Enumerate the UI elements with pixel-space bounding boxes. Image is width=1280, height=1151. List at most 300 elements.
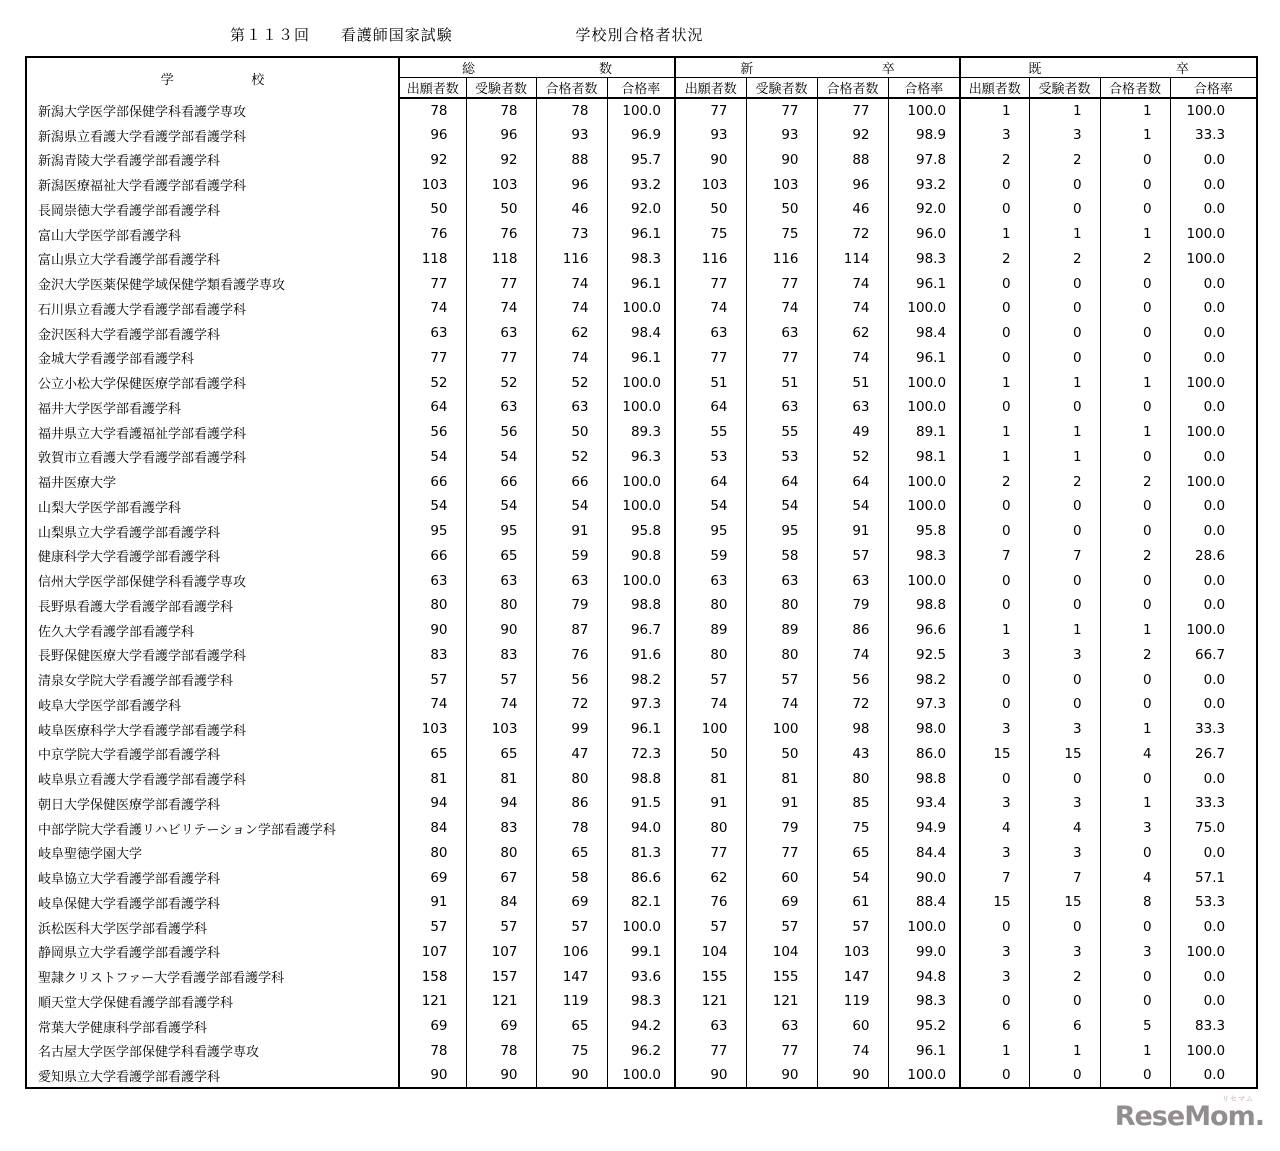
kisotsu-pass-rate-cell: 0.0 xyxy=(1170,148,1257,173)
new_grad-passers-cell: 79 xyxy=(817,593,888,618)
kisotsu-pass-rate-cell: 57.1 xyxy=(1170,865,1257,890)
total-pass-rate-cell: 96.1 xyxy=(607,346,675,371)
table-row xyxy=(26,643,1257,668)
total-pass-rate-cell: 90.8 xyxy=(607,544,675,569)
school-name-cell: 岐阜聖徳学園大学 xyxy=(38,846,143,862)
header-group-char: 既 xyxy=(1028,61,1042,76)
new_grad-examinees-cell: 77 xyxy=(746,1039,817,1064)
kisotsu-applicants-cell: 0 xyxy=(960,395,1029,420)
page-title xyxy=(230,24,704,45)
total-pass-rate-cell: 81.3 xyxy=(607,841,675,866)
total-pass-rate-cell: 96.1 xyxy=(607,222,675,247)
total-applicants-cell: 69 xyxy=(399,1014,466,1039)
new_grad-pass-rate-cell: 84.4 xyxy=(888,841,960,866)
new_grad-pass-rate-cell: 86.0 xyxy=(888,742,960,767)
header-sub-受験者数: 受験者数 xyxy=(466,78,536,99)
school-name-cell: 新潟大学医学部保健学科看護学専攻 xyxy=(38,103,247,119)
total-examinees-cell: 90 xyxy=(466,618,536,643)
total-applicants-cell: 90 xyxy=(399,1063,466,1088)
total-pass-rate-cell: 100.0 xyxy=(607,98,675,123)
new_grad-applicants-cell: 59 xyxy=(675,544,746,569)
new_grad-applicants-cell: 76 xyxy=(675,890,746,915)
total-passers-cell: 90 xyxy=(536,1063,607,1088)
school-name-cell: 石川県立看護大学看護学部看護学科 xyxy=(38,301,247,317)
kisotsu-examinees-cell: 0 xyxy=(1029,172,1100,197)
total-passers-cell: 72 xyxy=(536,692,607,717)
total-examinees-cell: 81 xyxy=(466,766,536,791)
kisotsu-examinees-cell: 15 xyxy=(1029,742,1100,767)
total-pass-rate-cell: 96.2 xyxy=(607,1039,675,1064)
kisotsu-pass-rate-cell: 0.0 xyxy=(1170,445,1257,470)
total-pass-rate-cell: 98.8 xyxy=(607,593,675,618)
kisotsu-applicants-cell: 6 xyxy=(960,1014,1029,1039)
new_grad-passers-cell: 57 xyxy=(817,915,888,940)
new_grad-examinees-cell: 103 xyxy=(746,172,817,197)
total-passers-cell: 79 xyxy=(536,593,607,618)
kisotsu-passers-cell: 2 xyxy=(1100,544,1170,569)
total-applicants-cell: 63 xyxy=(399,568,466,593)
kisotsu-passers-cell: 0 xyxy=(1100,271,1170,296)
table-row xyxy=(26,346,1257,371)
new_grad-applicants-cell: 116 xyxy=(675,247,746,272)
new_grad-passers-cell: 62 xyxy=(817,321,888,346)
new_grad-examinees-cell: 77 xyxy=(746,346,817,371)
table-row xyxy=(26,544,1257,569)
total-passers-cell: 106 xyxy=(536,940,607,965)
new_grad-passers-cell: 74 xyxy=(817,271,888,296)
total-pass-rate-cell: 98.2 xyxy=(607,667,675,692)
total-examinees-cell: 52 xyxy=(466,370,536,395)
table-row xyxy=(26,841,1257,866)
kisotsu-examinees-cell: 3 xyxy=(1029,841,1100,866)
new_grad-pass-rate-cell: 100.0 xyxy=(888,494,960,519)
kisotsu-pass-rate-cell: 100.0 xyxy=(1170,222,1257,247)
new_grad-examinees-cell: 63 xyxy=(746,395,817,420)
total-pass-rate-cell: 95.7 xyxy=(607,148,675,173)
new_grad-examinees-cell: 63 xyxy=(746,568,817,593)
new_grad-applicants-cell: 80 xyxy=(675,643,746,668)
table-row xyxy=(26,296,1257,321)
total-pass-rate-cell: 97.3 xyxy=(607,692,675,717)
total-passers-cell: 99 xyxy=(536,717,607,742)
kisotsu-examinees-cell: 0 xyxy=(1029,395,1100,420)
kisotsu-applicants-cell: 0 xyxy=(960,494,1029,519)
total-applicants-cell: 63 xyxy=(399,321,466,346)
kisotsu-passers-cell: 0 xyxy=(1100,1063,1170,1088)
new_grad-applicants-cell: 64 xyxy=(675,469,746,494)
kisotsu-pass-rate-cell: 83.3 xyxy=(1170,1014,1257,1039)
kisotsu-passers-cell: 3 xyxy=(1100,940,1170,965)
title-exam-name: 看護師国家試験 xyxy=(340,28,453,44)
header-group-新卒 xyxy=(675,57,960,78)
kisotsu-applicants-cell: 3 xyxy=(960,940,1029,965)
total-pass-rate-cell: 96.3 xyxy=(607,445,675,470)
new_grad-passers-cell: 92 xyxy=(817,123,888,148)
kisotsu-examinees-cell: 1 xyxy=(1029,618,1100,643)
new_grad-pass-rate-cell: 92.5 xyxy=(888,643,960,668)
school-name-cell: 清泉女学院大学看護学部看護学科 xyxy=(38,673,234,689)
total-pass-rate-cell: 100.0 xyxy=(607,395,675,420)
kisotsu-passers-cell: 0 xyxy=(1100,964,1170,989)
total-examinees-cell: 77 xyxy=(466,271,536,296)
school-name-cell: 富山県立大学看護学部看護学科 xyxy=(38,252,221,268)
total-examinees-cell: 63 xyxy=(466,395,536,420)
total-examinees-cell: 56 xyxy=(466,420,536,445)
total-pass-rate-cell: 92.0 xyxy=(607,197,675,222)
total-passers-cell: 87 xyxy=(536,618,607,643)
table-row xyxy=(26,420,1257,445)
new_grad-examinees-cell: 89 xyxy=(746,618,817,643)
new_grad-applicants-cell: 62 xyxy=(675,865,746,890)
total-pass-rate-cell: 96.7 xyxy=(607,618,675,643)
total-passers-cell: 76 xyxy=(536,643,607,668)
new_grad-applicants-cell: 53 xyxy=(675,445,746,470)
kisotsu-examinees-cell: 7 xyxy=(1029,544,1100,569)
total-applicants-cell: 103 xyxy=(399,717,466,742)
total-applicants-cell: 69 xyxy=(399,865,466,890)
total-passers-cell: 66 xyxy=(536,469,607,494)
kisotsu-applicants-cell: 3 xyxy=(960,964,1029,989)
header-group-char: 総 xyxy=(462,61,476,76)
new_grad-examinees-cell: 58 xyxy=(746,544,817,569)
kisotsu-applicants-cell: 1 xyxy=(960,420,1029,445)
kisotsu-applicants-cell: 0 xyxy=(960,197,1029,222)
header-group-char: 新 xyxy=(740,61,754,76)
total-passers-cell: 58 xyxy=(536,865,607,890)
kisotsu-examinees-cell: 0 xyxy=(1029,346,1100,371)
new_grad-applicants-cell: 91 xyxy=(675,791,746,816)
kisotsu-examinees-cell: 1 xyxy=(1029,98,1100,123)
table-row xyxy=(26,618,1257,643)
new_grad-passers-cell: 85 xyxy=(817,791,888,816)
kisotsu-passers-cell: 0 xyxy=(1100,915,1170,940)
total-applicants-cell: 103 xyxy=(399,172,466,197)
new_grad-passers-cell: 77 xyxy=(817,98,888,123)
new_grad-pass-rate-cell: 97.8 xyxy=(888,148,960,173)
total-applicants-cell: 66 xyxy=(399,544,466,569)
school-name-cell: 山梨大学医学部看護学科 xyxy=(38,499,182,515)
total-applicants-cell: 65 xyxy=(399,742,466,767)
new_grad-passers-cell: 64 xyxy=(817,469,888,494)
kisotsu-applicants-cell: 1 xyxy=(960,370,1029,395)
total-applicants-cell: 54 xyxy=(399,445,466,470)
kisotsu-applicants-cell: 3 xyxy=(960,643,1029,668)
table-row xyxy=(26,890,1257,915)
new_grad-applicants-cell: 121 xyxy=(675,989,746,1014)
kisotsu-applicants-cell: 0 xyxy=(960,989,1029,1014)
table-row xyxy=(26,1063,1257,1088)
total-applicants-cell: 95 xyxy=(399,519,466,544)
new_grad-passers-cell: 147 xyxy=(817,964,888,989)
kisotsu-examinees-cell: 1 xyxy=(1029,420,1100,445)
new_grad-applicants-cell: 57 xyxy=(675,667,746,692)
title-exam-round: 第１１３回 xyxy=(230,28,311,44)
new_grad-passers-cell: 72 xyxy=(817,222,888,247)
header-sub-合格者数: 合格者数 xyxy=(817,78,888,99)
new_grad-passers-cell: 74 xyxy=(817,643,888,668)
header-group-row xyxy=(26,57,1257,78)
total-pass-rate-cell: 95.8 xyxy=(607,519,675,544)
kisotsu-applicants-cell: 0 xyxy=(960,271,1029,296)
kisotsu-applicants-cell: 0 xyxy=(960,346,1029,371)
new_grad-examinees-cell: 75 xyxy=(746,222,817,247)
kisotsu-passers-cell: 0 xyxy=(1100,841,1170,866)
total-applicants-cell: 57 xyxy=(399,915,466,940)
kisotsu-applicants-cell: 15 xyxy=(960,890,1029,915)
school-name-cell: 福井大学医学部看護学科 xyxy=(38,400,182,416)
new_grad-pass-rate-cell: 98.0 xyxy=(888,717,960,742)
header-group-char: 数 xyxy=(599,61,613,76)
kisotsu-applicants-cell: 0 xyxy=(960,1063,1029,1088)
new_grad-pass-rate-cell: 100.0 xyxy=(888,568,960,593)
header-sub-合格者数: 合格者数 xyxy=(536,78,607,99)
new_grad-examinees-cell: 51 xyxy=(746,370,817,395)
kisotsu-pass-rate-cell: 100.0 xyxy=(1170,1039,1257,1064)
kisotsu-applicants-cell: 3 xyxy=(960,791,1029,816)
new_grad-passers-cell: 49 xyxy=(817,420,888,445)
kisotsu-applicants-cell: 0 xyxy=(960,321,1029,346)
kisotsu-passers-cell: 8 xyxy=(1100,890,1170,915)
new_grad-pass-rate-cell: 90.0 xyxy=(888,865,960,890)
table-row xyxy=(26,791,1257,816)
kisotsu-passers-cell: 0 xyxy=(1100,667,1170,692)
school-name-cell: 長岡崇徳大学看護学部看護学科 xyxy=(38,202,221,218)
kisotsu-pass-rate-cell: 33.3 xyxy=(1170,791,1257,816)
new_grad-pass-rate-cell: 100.0 xyxy=(888,915,960,940)
kisotsu-pass-rate-cell: 0.0 xyxy=(1170,667,1257,692)
total-examinees-cell: 103 xyxy=(466,172,536,197)
new_grad-passers-cell: 114 xyxy=(817,247,888,272)
total-passers-cell: 116 xyxy=(536,247,607,272)
kisotsu-pass-rate-cell: 0.0 xyxy=(1170,692,1257,717)
total-examinees-cell: 63 xyxy=(466,568,536,593)
table-row xyxy=(26,964,1257,989)
new_grad-examinees-cell: 80 xyxy=(746,593,817,618)
total-passers-cell: 74 xyxy=(536,296,607,321)
kisotsu-examinees-cell: 0 xyxy=(1029,667,1100,692)
kisotsu-examinees-cell: 0 xyxy=(1029,766,1100,791)
total-pass-rate-cell: 82.1 xyxy=(607,890,675,915)
table-head xyxy=(26,57,1257,98)
kisotsu-applicants-cell: 1 xyxy=(960,618,1029,643)
kisotsu-pass-rate-cell: 100.0 xyxy=(1170,370,1257,395)
new_grad-pass-rate-cell: 100.0 xyxy=(888,370,960,395)
kisotsu-pass-rate-cell: 100.0 xyxy=(1170,940,1257,965)
kisotsu-examinees-cell: 1 xyxy=(1029,370,1100,395)
new_grad-applicants-cell: 77 xyxy=(675,1039,746,1064)
new_grad-applicants-cell: 50 xyxy=(675,742,746,767)
new_grad-pass-rate-cell: 98.3 xyxy=(888,989,960,1014)
new_grad-examinees-cell: 55 xyxy=(746,420,817,445)
new_grad-applicants-cell: 95 xyxy=(675,519,746,544)
total-applicants-cell: 77 xyxy=(399,346,466,371)
kisotsu-passers-cell: 1 xyxy=(1100,98,1170,123)
kisotsu-pass-rate-cell: 0.0 xyxy=(1170,915,1257,940)
total-applicants-cell: 54 xyxy=(399,494,466,519)
new_grad-examinees-cell: 155 xyxy=(746,964,817,989)
kisotsu-examinees-cell: 3 xyxy=(1029,791,1100,816)
kisotsu-passers-cell: 2 xyxy=(1100,247,1170,272)
total-examinees-cell: 74 xyxy=(466,296,536,321)
total-applicants-cell: 80 xyxy=(399,841,466,866)
new_grad-pass-rate-cell: 100.0 xyxy=(888,395,960,420)
kisotsu-pass-rate-cell: 0.0 xyxy=(1170,593,1257,618)
table-row xyxy=(26,816,1257,841)
new_grad-examinees-cell: 95 xyxy=(746,519,817,544)
table-row xyxy=(26,692,1257,717)
total-examinees-cell: 83 xyxy=(466,643,536,668)
new_grad-examinees-cell: 104 xyxy=(746,940,817,965)
results-table xyxy=(25,56,1258,1089)
total-applicants-cell: 50 xyxy=(399,197,466,222)
new_grad-passers-cell: 74 xyxy=(817,296,888,321)
kisotsu-passers-cell: 1 xyxy=(1100,222,1170,247)
new_grad-passers-cell: 86 xyxy=(817,618,888,643)
new_grad-applicants-cell: 50 xyxy=(675,197,746,222)
total-applicants-cell: 57 xyxy=(399,667,466,692)
new_grad-applicants-cell: 75 xyxy=(675,222,746,247)
total-passers-cell: 78 xyxy=(536,816,607,841)
new_grad-applicants-cell: 93 xyxy=(675,123,746,148)
school-name-cell: 岐阜医療科学大学看護学部看護学科 xyxy=(38,722,247,738)
total-examinees-cell: 96 xyxy=(466,123,536,148)
kisotsu-applicants-cell: 1 xyxy=(960,1039,1029,1064)
new_grad-passers-cell: 54 xyxy=(817,494,888,519)
kisotsu-pass-rate-cell: 0.0 xyxy=(1170,568,1257,593)
total-passers-cell: 93 xyxy=(536,123,607,148)
new_grad-pass-rate-cell: 95.2 xyxy=(888,1014,960,1039)
total-applicants-cell: 80 xyxy=(399,593,466,618)
kisotsu-passers-cell: 0 xyxy=(1100,692,1170,717)
total-passers-cell: 69 xyxy=(536,890,607,915)
total-applicants-cell: 77 xyxy=(399,271,466,296)
total-examinees-cell: 54 xyxy=(466,445,536,470)
header-group-char: 卒 xyxy=(1175,61,1189,76)
total-pass-rate-cell: 98.3 xyxy=(607,247,675,272)
table-row xyxy=(26,742,1257,767)
total-pass-rate-cell: 72.3 xyxy=(607,742,675,767)
kisotsu-examinees-cell: 3 xyxy=(1029,717,1100,742)
new_grad-applicants-cell: 81 xyxy=(675,766,746,791)
total-pass-rate-cell: 89.3 xyxy=(607,420,675,445)
kisotsu-pass-rate-cell: 0.0 xyxy=(1170,989,1257,1014)
kisotsu-examinees-cell: 0 xyxy=(1029,519,1100,544)
kisotsu-pass-rate-cell: 0.0 xyxy=(1170,197,1257,222)
new_grad-passers-cell: 52 xyxy=(817,445,888,470)
new_grad-examinees-cell: 90 xyxy=(746,148,817,173)
total-examinees-cell: 66 xyxy=(466,469,536,494)
new_grad-examinees-cell: 74 xyxy=(746,692,817,717)
total-passers-cell: 74 xyxy=(536,271,607,296)
kisotsu-pass-rate-cell: 0.0 xyxy=(1170,841,1257,866)
kisotsu-examinees-cell: 0 xyxy=(1029,1063,1100,1088)
header-school xyxy=(26,57,399,98)
total-pass-rate-cell: 96.1 xyxy=(607,271,675,296)
new_grad-passers-cell: 72 xyxy=(817,692,888,717)
table-row xyxy=(26,172,1257,197)
kisotsu-passers-cell: 0 xyxy=(1100,766,1170,791)
kisotsu-applicants-cell: 2 xyxy=(960,247,1029,272)
kisotsu-passers-cell: 1 xyxy=(1100,420,1170,445)
new_grad-applicants-cell: 90 xyxy=(675,148,746,173)
kisotsu-passers-cell: 1 xyxy=(1100,1039,1170,1064)
logo-text: ReseMom. xyxy=(1114,1101,1264,1132)
new_grad-examinees-cell: 53 xyxy=(746,445,817,470)
total-applicants-cell: 74 xyxy=(399,296,466,321)
total-passers-cell: 57 xyxy=(536,915,607,940)
total-applicants-cell: 66 xyxy=(399,469,466,494)
school-name-cell: 愛知県立大学看護学部看護学科 xyxy=(38,1068,221,1084)
new_grad-examinees-cell: 100 xyxy=(746,717,817,742)
total-applicants-cell: 64 xyxy=(399,395,466,420)
total-examinees-cell: 76 xyxy=(466,222,536,247)
new_grad-passers-cell: 57 xyxy=(817,544,888,569)
total-examinees-cell: 157 xyxy=(466,964,536,989)
total-pass-rate-cell: 100.0 xyxy=(607,494,675,519)
kisotsu-examinees-cell: 2 xyxy=(1029,469,1100,494)
kisotsu-pass-rate-cell: 100.0 xyxy=(1170,420,1257,445)
new_grad-pass-rate-cell: 98.3 xyxy=(888,544,960,569)
new_grad-pass-rate-cell: 89.1 xyxy=(888,420,960,445)
header-sub-受験者数: 受験者数 xyxy=(746,78,817,99)
school-name-cell: 新潟県立看護大学看護学部看護学科 xyxy=(38,128,247,144)
new_grad-examinees-cell: 63 xyxy=(746,321,817,346)
new_grad-pass-rate-cell: 96.1 xyxy=(888,346,960,371)
new_grad-passers-cell: 119 xyxy=(817,989,888,1014)
kisotsu-examinees-cell: 2 xyxy=(1029,247,1100,272)
table-row xyxy=(26,766,1257,791)
total-pass-rate-cell: 100.0 xyxy=(607,568,675,593)
total-passers-cell: 88 xyxy=(536,148,607,173)
kisotsu-passers-cell: 5 xyxy=(1100,1014,1170,1039)
new_grad-passers-cell: 56 xyxy=(817,667,888,692)
kisotsu-pass-rate-cell: 53.3 xyxy=(1170,890,1257,915)
new_grad-passers-cell: 90 xyxy=(817,1063,888,1088)
kisotsu-applicants-cell: 1 xyxy=(960,445,1029,470)
kisotsu-examinees-cell: 1 xyxy=(1029,1039,1100,1064)
total-pass-rate-cell: 94.0 xyxy=(607,816,675,841)
kisotsu-applicants-cell: 3 xyxy=(960,123,1029,148)
new_grad-applicants-cell: 89 xyxy=(675,618,746,643)
total-passers-cell: 119 xyxy=(536,989,607,1014)
kisotsu-applicants-cell: 0 xyxy=(960,296,1029,321)
kisotsu-passers-cell: 2 xyxy=(1100,643,1170,668)
kisotsu-examinees-cell: 0 xyxy=(1029,692,1100,717)
total-passers-cell: 56 xyxy=(536,667,607,692)
kisotsu-applicants-cell: 7 xyxy=(960,865,1029,890)
new_grad-pass-rate-cell: 100.0 xyxy=(888,469,960,494)
kisotsu-passers-cell: 0 xyxy=(1100,148,1170,173)
new_grad-passers-cell: 74 xyxy=(817,346,888,371)
school-name-cell: 富山大学医学部看護学科 xyxy=(38,227,182,243)
new_grad-applicants-cell: 54 xyxy=(675,494,746,519)
header-group-総数 xyxy=(399,57,675,78)
kisotsu-pass-rate-cell: 0.0 xyxy=(1170,271,1257,296)
total-applicants-cell: 158 xyxy=(399,964,466,989)
kisotsu-applicants-cell: 3 xyxy=(960,717,1029,742)
total-examinees-cell: 103 xyxy=(466,717,536,742)
new_grad-pass-rate-cell: 96.0 xyxy=(888,222,960,247)
kisotsu-pass-rate-cell: 0.0 xyxy=(1170,346,1257,371)
total-passers-cell: 147 xyxy=(536,964,607,989)
new_grad-passers-cell: 54 xyxy=(817,865,888,890)
total-examinees-cell: 78 xyxy=(466,1039,536,1064)
school-name-cell: 長野保健医療大学看護学部看護学科 xyxy=(38,648,247,664)
total-passers-cell: 52 xyxy=(536,370,607,395)
total-examinees-cell: 90 xyxy=(466,1063,536,1088)
new_grad-pass-rate-cell: 96.6 xyxy=(888,618,960,643)
new_grad-applicants-cell: 103 xyxy=(675,172,746,197)
